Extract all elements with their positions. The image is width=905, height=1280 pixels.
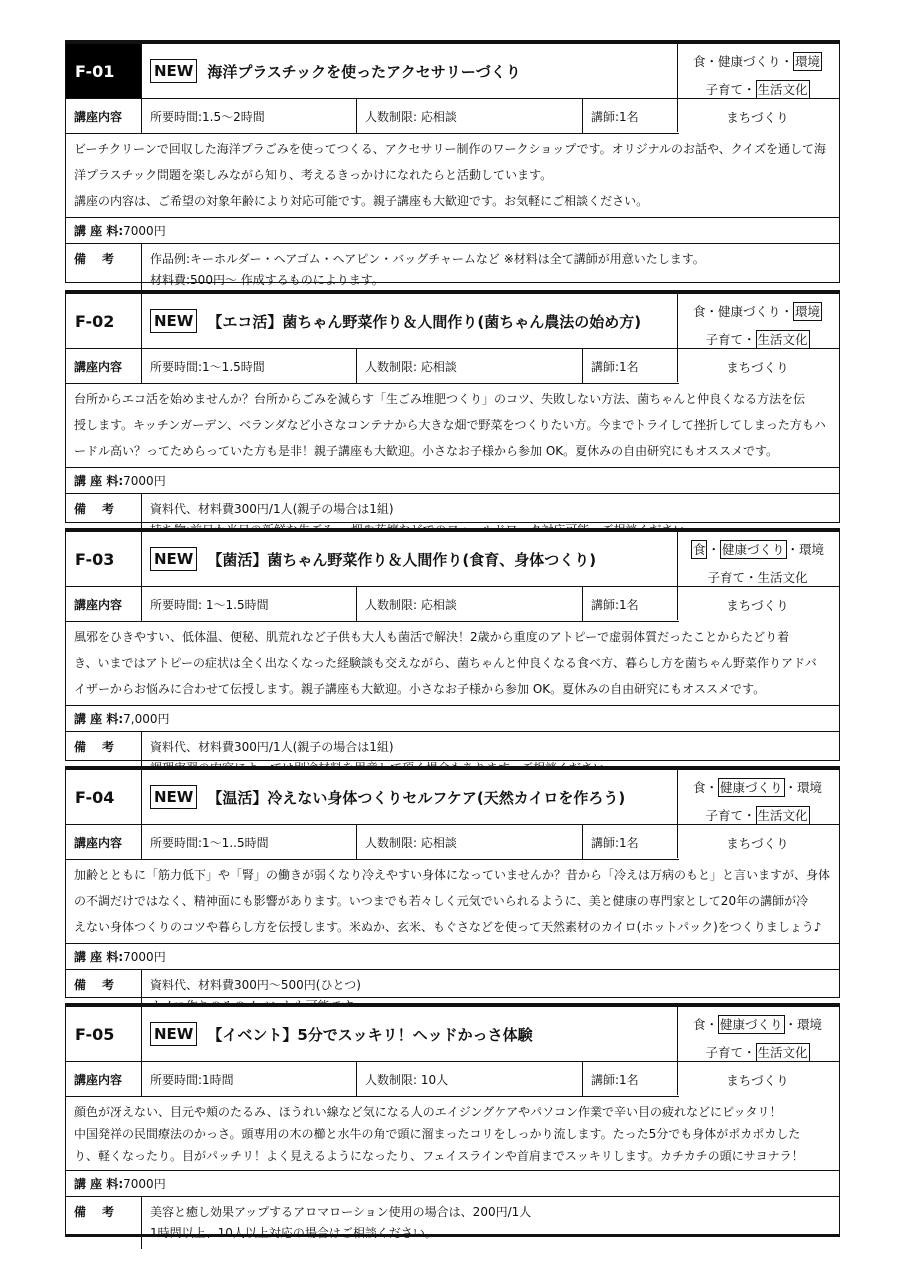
lecture-label: 講座内容 [66, 349, 142, 383]
category-text: 食・健康づくり・ [692, 304, 793, 319]
note-line: 作品例:キーホルダー・ヘアゴム・ヘアピン・バッグチャームなど ※材料は全て講師が用意いたします。 [150, 252, 705, 266]
capacity: 人数制限: 応相談 [357, 587, 583, 621]
description-line: 中国発祥の民間療法のかっさ。頭専用の木の櫛と水牛の角で頭に溜まったコリをしっかり流します。たった5分でも身体がポカポカした [74, 1127, 801, 1141]
capacity: 人数制限: 応相談 [357, 349, 583, 383]
course-code: F-03 [66, 532, 142, 586]
course-card-f05 [65, 1003, 840, 1240]
course-title-text: 【菌活】菌ちゃん野菜作り＆人間作り(食育、身体つくり) [207, 550, 597, 569]
category-text: まちづくり [726, 598, 789, 613]
course-code: F-04 [66, 770, 142, 824]
course-description [66, 860, 839, 944]
course-card-f01 [65, 40, 840, 287]
note-line: 資料代、材料費300円〜500円(ひとつ) [150, 978, 361, 992]
notes-label: 備考 [66, 732, 142, 784]
notes-row [66, 244, 839, 296]
fee-label: 講 座 料: [74, 474, 124, 488]
course-description [66, 134, 839, 218]
description-line: 加齢とともに「筋力低下」や「腎」の働きが弱くなり冷えやすい身体になっていませんか？昔から「冷えは万病のもと」と言いますが、身体 [74, 868, 831, 882]
description-line: ードル高い？ってためらっていた方も是非！親子講座も大歓迎。小さなお子様から参加 OK。夏休みの自由研究にもオススメです。 [74, 444, 779, 458]
category-selected: 生活文化 [757, 808, 808, 823]
category-selected: 環境 [795, 54, 821, 69]
description-line: ビーチクリーンで回収した海洋プラごみを使ってつくる、アクセサリー制作のワークショップです。オリジナルのお話や、クイズを通して海 [74, 142, 827, 156]
duration: 所要時間:1.5〜2時間 [142, 99, 357, 133]
category-text: まちづくり [726, 836, 789, 851]
capacity: 人数制限: 10人 [357, 1062, 583, 1096]
fee-label: 講 座 料: [74, 224, 124, 238]
category-text: まちづくり [726, 1073, 789, 1088]
instructor: 講師:1名 [591, 109, 639, 124]
duration: 所要時間:1〜1.5時間 [142, 349, 357, 383]
instructor: 講師:1名 [591, 359, 639, 374]
new-badge: NEW [150, 1022, 197, 1046]
category-selected: 生活文化 [757, 1045, 808, 1060]
course-title [142, 532, 677, 586]
course-description [66, 384, 839, 468]
course-card-f04 [65, 766, 840, 998]
category-text: 食・ [692, 1017, 718, 1032]
description-line: えない身体つくりのコツや暮らし方を伝授します。米ぬか、玄米、もぐさなどを使って天然素材のカイロ(ホットパック)をつくりましょう♪ [74, 920, 822, 934]
category-text: まちづくり [726, 360, 789, 375]
course-title [142, 1007, 677, 1061]
new-badge: NEW [150, 309, 197, 333]
lecture-label: 講座内容 [66, 99, 142, 133]
lecture-label: 講座内容 [66, 587, 142, 621]
fee-value: 7000円 [123, 1177, 166, 1191]
fee-label: 講 座 料: [74, 712, 124, 726]
category-text: ・環境 [784, 1017, 823, 1032]
new-badge: NEW [150, 785, 197, 809]
fee-row [66, 706, 839, 732]
course-code: F-05 [66, 1007, 142, 1061]
category-selected: 健康づくり [722, 542, 785, 557]
description-line: り、軽くなったり。目がパッチリ！よく見えるようになったり、フェイスラインや首肩までスッキリします。カチカチの頭にサヨナラ！ [74, 1149, 804, 1163]
category-box [677, 770, 839, 858]
course-title-text: 海洋プラスチックを使ったアクセサリーづくり [207, 62, 521, 81]
category-selected: 健康づくり [719, 1017, 783, 1032]
description-line: 台所からエコ活を始めませんか？台所からごみを減らす「生ごみ堆肥つくり」のコツ、失敗しない方法、菌ちゃんと仲良くなる方法を伝 [74, 392, 806, 406]
duration: 所要時間:1時間 [142, 1062, 357, 1096]
fee-value: 7000円 [123, 950, 166, 964]
note-line: 美容と癒し効果アップするアロマローション使用の場合は、200円/1人 [150, 1205, 532, 1219]
fee-label: 講 座 料: [74, 1177, 124, 1191]
note-line: 資料代、材料費300円/1人(親子の場合は1組) [150, 502, 394, 516]
fee-value: 7,000円 [123, 712, 170, 726]
course-description [66, 1097, 839, 1171]
category-selected: 環境 [795, 304, 821, 319]
description-line: 講座の内容は、ご希望の対象年齢により対応可能です。親子講座も大歓迎です。お気軽にご相談ください。 [74, 194, 649, 208]
course-title [142, 294, 677, 348]
fee-row [66, 1171, 839, 1197]
category-box [677, 294, 839, 382]
instructor: 講師:1名 [591, 597, 639, 612]
description-line: 授します。キッチンガーデン、ベランダなど小さなコンテナから大きな畑で野菜をつくりたい方。今までトライして挫折してしまった方もハ [74, 418, 826, 432]
category-text: 子育て・ [705, 1045, 756, 1060]
category-selected: 食 [692, 542, 706, 557]
course-card-f02 [65, 290, 840, 523]
course-code: F-02 [66, 294, 142, 348]
notes-label: 備考 [66, 244, 142, 296]
category-text: 子育て・ [705, 808, 756, 823]
category-text: 子育て・ [705, 82, 756, 97]
description-line: の不調だけではなく、精神面にも影響があります。いつまでも若々しく元気でいられるように、美と健康の専門家として20年の講師が冷 [74, 894, 809, 908]
fee-row [66, 468, 839, 494]
category-selected: 健康づくり [719, 780, 783, 795]
category-box [677, 1007, 839, 1095]
new-badge: NEW [150, 547, 197, 571]
description-line: 顔色が冴えない、目元や頬のたるみ、ほうれい線など気になる人のエイジングケアやパソコン作業で辛い目の疲れなどにピッタリ！ [74, 1105, 782, 1119]
lecture-label: 講座内容 [66, 1062, 142, 1096]
course-title-text: 【エコ活】菌ちゃん野菜作り＆人間作り(菌ちゃん農法の始め方) [207, 312, 642, 331]
duration: 所要時間:1〜1..5時間 [142, 825, 357, 859]
note-line: 材料費:500円〜 作成するものによります。 [150, 273, 384, 287]
category-selected: 生活文化 [757, 82, 808, 97]
duration: 所要時間: 1〜1.5時間 [142, 587, 357, 621]
fee-row [66, 218, 839, 244]
fee-value: 7000円 [123, 474, 166, 488]
instructor: 講師:1名 [591, 835, 639, 850]
description-line: き、いまではアトピーの症状は全く出なくなった経験談も交えながら、菌ちゃんと仲良くなる食べ方、暮らし方を菌ちゃん野菜作りアドバ [74, 656, 817, 670]
category-text: 子育て・ [705, 332, 756, 347]
category-text: 食・ [692, 780, 718, 795]
new-badge: NEW [150, 59, 197, 83]
course-title [142, 44, 677, 98]
category-text: 食・健康づくり・ [692, 54, 793, 69]
category-box [677, 532, 839, 620]
category-text: ・環境 [784, 780, 823, 795]
fee-label: 講 座 料: [74, 950, 124, 964]
notes-label: 備考 [66, 970, 142, 1022]
course-title-text: 【温活】冷えない身体つくりセルフケア(天然カイロを作ろう) [207, 788, 626, 807]
category-selected: 生活文化 [757, 332, 808, 347]
category-text: ・ [707, 542, 720, 557]
category-text: ・環境 [786, 542, 825, 557]
notes-label: 備考 [66, 1197, 142, 1249]
capacity: 人数制限: 応相談 [357, 825, 583, 859]
category-text: まちづくり [726, 110, 789, 125]
course-description [66, 622, 839, 706]
description-line: 風邪をひきやすい、低体温、便秘、肌荒れなど子供も大人も菌活で解決！2歳から重度のアトピーで虚弱体質だったことからたどり着 [74, 630, 790, 644]
category-text: 子育て・生活文化 [707, 570, 808, 585]
category-box [677, 44, 839, 132]
course-title [142, 770, 677, 824]
notes-label: 備考 [66, 494, 142, 546]
fee-row [66, 944, 839, 970]
course-code: F-01 [66, 44, 142, 98]
course-card-f03 [65, 528, 840, 761]
lecture-label: 講座内容 [66, 825, 142, 859]
description-line: イザーからお悩みに合わせて伝授します。親子講座も大歓迎。小さなお子様から参加 OK。夏休みの自由研究にもオススメです。 [74, 682, 766, 696]
note-line: 1時間以上、10人以上対応の場合はご相談ください。 [150, 1226, 437, 1240]
fee-value: 7000円 [123, 224, 166, 238]
course-title-text: 【イベント】5分でスッキリ！ヘッドかっさ体験 [207, 1025, 533, 1044]
instructor: 講師:1名 [591, 1072, 639, 1087]
note-line: 資料代、材料費300円/1人(親子の場合は1組) [150, 740, 394, 754]
capacity: 人数制限: 応相談 [357, 99, 583, 133]
description-line: 洋プラスチック問題を楽しみながら知り、考えるきっかけになれたらと活動しています。 [74, 168, 553, 182]
notes-row [66, 1197, 839, 1249]
